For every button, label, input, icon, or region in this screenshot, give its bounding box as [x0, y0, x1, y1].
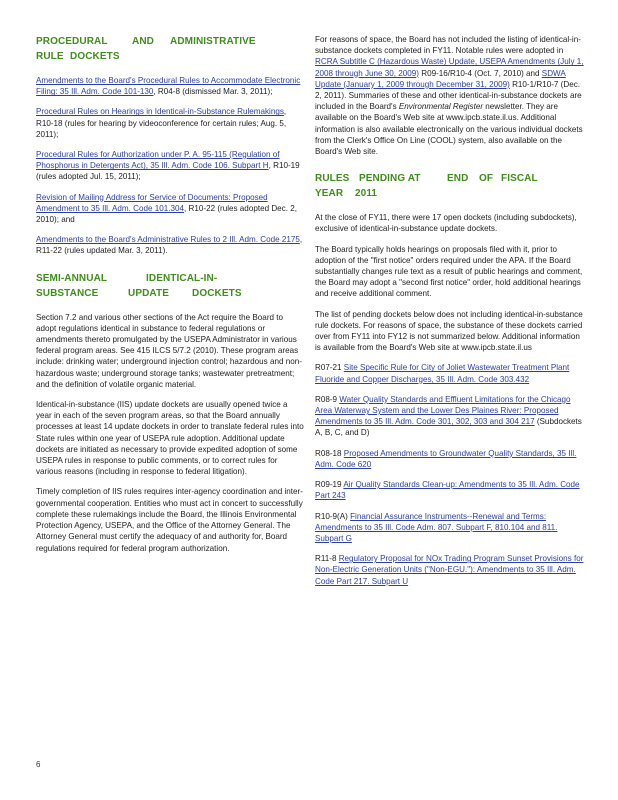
- right-column: [315, 34, 587, 596]
- docket-r07-21-link[interactable]: Site Specific Rule for City of Joliet Wastewater Treatment Plant Fluoride and Copper Discharges, 35 Ill. Adm. Code 303.432: [315, 363, 570, 384]
- docket-r10-9a-link[interactable]: Financial Assurance Instruments--Renewal and Terms: Amendments to 35 Ill. Code Adm. 807. Subpart F, 810.104 and 811. Subpart G: [315, 511, 558, 543]
- docket-r09-19: R09-19 Air Quality Standards Clean-up: Amendments to 35 Ill. Adm. Code Part 243: [315, 480, 580, 501]
- docket-r10-9a: R10-9(A) Financial Assurance Instruments--Renewal and Terms: Amendments to 35 Ill. Code Adm. 807. Subpart F, 810.104 and 811. Subpart G: [315, 511, 558, 543]
- docket-r08-9-link[interactable]: Water Quality Standards and Effluent Limitations for the Chicago Area Waterway System and the Lower Des Plaines River: Proposed Amendments to 35 Ill. Adm. Code 301, 302, 303 and 304 217: [315, 394, 571, 427]
- docket-r11-8: R11-8 Regulatory Proposal for NOx Trading Program Sunset Provisions for Non-Electric Generation Units ("Non-EGU."): Amendments to 35 Ill. Adm. Code Part 217. Subpart U: [315, 554, 584, 586]
- procedural-item-4: Revision of Mailing Address for Service of Documents: Proposed Amendment to 35 Ill. Adm. Code 101.304, R10-22 (rules adopted Dec. 2, 2010); and: [36, 192, 297, 225]
- iis-paragraph-1: Section 7.2 and various other sections of the Act require the Board to adopt regulations identical in substance to federal regulations or amendments thereto promulgated by the USEPA Administrator in various federal program areas. See 415 ILCS 5/7.2 (2010). These program areas include: drinking water; underground injection control; hazardous and non-hazardous waste; underground storage tanks; wastewater pretreatment; and the definition of volatile organic material.: [36, 312, 302, 389]
- fy11-iis-paragraph: For reasons of space, the Board has not included the listing of identical-in-substance dockets completed in FY11. Notable rules were adopted in RCRA Subtitle C (Hazardous Waste) Update, USEPA Amendments (July 1, 2008 through June 30, 2009) R09-16/R10-4 (Oct. 7, 2010) and SDWA Update (January 1, 2009 through December 31, 2009) R10-1/R10-7 (Dec. 2, 2011). Summaries of these and other identical-in-substance dockets are included in the Board's Environmental Register newsletter. They are available on the Board's Web site at www.ipcb.state.il.us. Additional information is also available electronically on the various individual dockets from the Clerk's Office On Line (COOL) system, also available on the Board's Web site.: [315, 35, 584, 157]
- iis-paragraph-2: Identical-in-substance (IIS) update dockets are usually opened twice a year in each of the seven program areas, so that the Board annually processes at least 14 update dockets in order to translate federal rules into State rules within one year of USEPA rule adoption. Additional update dockets are initiated as necessary to provide expedited adoption of some USEPA rules in response to public comments, or to correct rules for various reasons (including in response to federal litigation).: [36, 400, 304, 477]
- procedural-item-3-link[interactable]: Procedural Rules for Authorization under P. A. 95-115 (Regulation of Phosphorus in Detergents Act), 35 Ill. Adm. Code 106. Subpart H: [36, 150, 280, 171]
- semi-annual-iis-heading: SEMI-ANNUAL IDENTICAL-IN- SUBSTANCE UPDATE DOCKETS: [36, 272, 242, 299]
- docket-r08-18-link[interactable]: Proposed Amendments to Groundwater Quality Standards, 35 Ill. Adm. Code 620: [315, 448, 577, 469]
- procedural-item-1: Amendments to the Board's Procedural Rules to Accommodate Electronic Filing: 35 Ill. Adm. Code 101-130, R04-8 (dismissed Mar. 3, 2011);: [36, 76, 301, 97]
- pending-paragraph-3: The list of pending dockets below does not including identical-in-substance rule dockets. For reasons of space, the substance of these dockets carried over from FY11 into FY12 is not summarized below. Additional information is available from the Board's Web site at www.ipcb.state.il.us: [315, 309, 583, 353]
- procedural-item-1-link[interactable]: Amendments to the Board's Procedural Rules to Accommodate Electronic Filing: 35 Ill. Adm. Code 101-130: [36, 76, 301, 97]
- procedural-item-2: Procedural Rules on Hearings in Identical-in-Substance Rulemakings, R10-18 (rules for hearing by videoconference for certain rules; Aug. 5, 2011);: [36, 107, 287, 139]
- rcra-update-link[interactable]: RCRA Subtitle C (Hazardous Waste) Update, USEPA Amendments (July 1, 2008 through June 30, 2009): [315, 57, 584, 78]
- procedural-item-5: Amendments to the Board's Administrative Rules to 2 Ill. Adm. Code 2175, R11-22 (rules updated Mar. 3, 2011).: [36, 235, 303, 256]
- procedural-item-4-link[interactable]: Revision of Mailing Address for Service of Documents: Proposed Amendment to 35 Ill. Adm. Code 101.304: [36, 192, 268, 213]
- procedural-rule-dockets-heading: PROCEDURAL AND ADMINISTRATIVE RULE DOCKETS: [36, 36, 256, 62]
- sdwa-update-link[interactable]: SDWA Update (January 1, 2009 through December 31, 2009): [315, 68, 566, 89]
- pending-paragraph-2: The Board typically holds hearings on proposals filed with it, prior to adoption of the "first notice" orders required under the APA. If the Board substantially changes rule text as a result of public hearings and comment, the Board may adopt a "second first notice" order, hold additional hearings and receive additional comment.: [315, 244, 583, 299]
- left-column: [36, 34, 304, 563]
- page-number: 6: [36, 760, 41, 769]
- procedural-item-2-link[interactable]: Procedural Rules on Hearings in Identical-in-Substance Rulemakings: [36, 107, 284, 117]
- pending-paragraph-1: At the close of FY11, there were 17 open dockets (including subdockets), exclusive of identical-in-substance update dockets.: [315, 213, 577, 234]
- docket-r11-8-link[interactable]: Regulatory Proposal for NOx Trading Program Sunset Provisions for Non-Electric Generation Units ("Non-EGU."): Amendments to 35 Ill. Adm. Code Part 217. Subpart U: [315, 554, 584, 586]
- docket-r09-19-link[interactable]: Air Quality Standards Clean-up: Amendments to 35 Ill. Adm. Code Part 243: [315, 480, 580, 501]
- docket-r08-9: R08-9 Water Quality Standards and Effluent Limitations for the Chicago Area Waterway System and the Lower Des Plaines River: Proposed Amendments to 35 Ill. Adm. Code 301, 302, 303 and 304 217 (Subdockets A, B, C, and D): [315, 394, 582, 438]
- docket-r08-18: R08-18 Proposed Amendments to Groundwater Quality Standards, 35 Ill. Adm. Code 620: [315, 448, 577, 469]
- rules-pending-heading: RULES PENDING AT END OF FISCAL YEAR 2011: [315, 173, 538, 200]
- iis-paragraph-3: Timely completion of IIS rules requires inter-agency coordination and inter-governmental cooperation. Entities who must act in concert to successfully complete these rulemakings include the Board, the Illinois Environmental Protection Agency, USEPA, and the Office of the Attorney General. The Attorney General must certify the adequacy of and authority for, Board regulations required for federal program authorization.: [36, 487, 303, 553]
- docket-r07-21: R07-21 Site Specific Rule for City of Joliet Wastewater Treatment Plant Fluoride and Copper Discharges, 35 Ill. Adm. Code 303.432: [315, 363, 570, 384]
- procedural-item-3: Procedural Rules for Authorization under P. A. 95-115 (Regulation of Phosphorus in Detergents Act), 35 Ill. Adm. Code 106. Subpart H, R10-19 (rules adopted Jul. 15, 2011);: [36, 150, 300, 182]
- procedural-item-5-link[interactable]: Amendments to the Board's Administrative Rules to 2 Ill. Adm. Code 2175: [36, 235, 300, 245]
